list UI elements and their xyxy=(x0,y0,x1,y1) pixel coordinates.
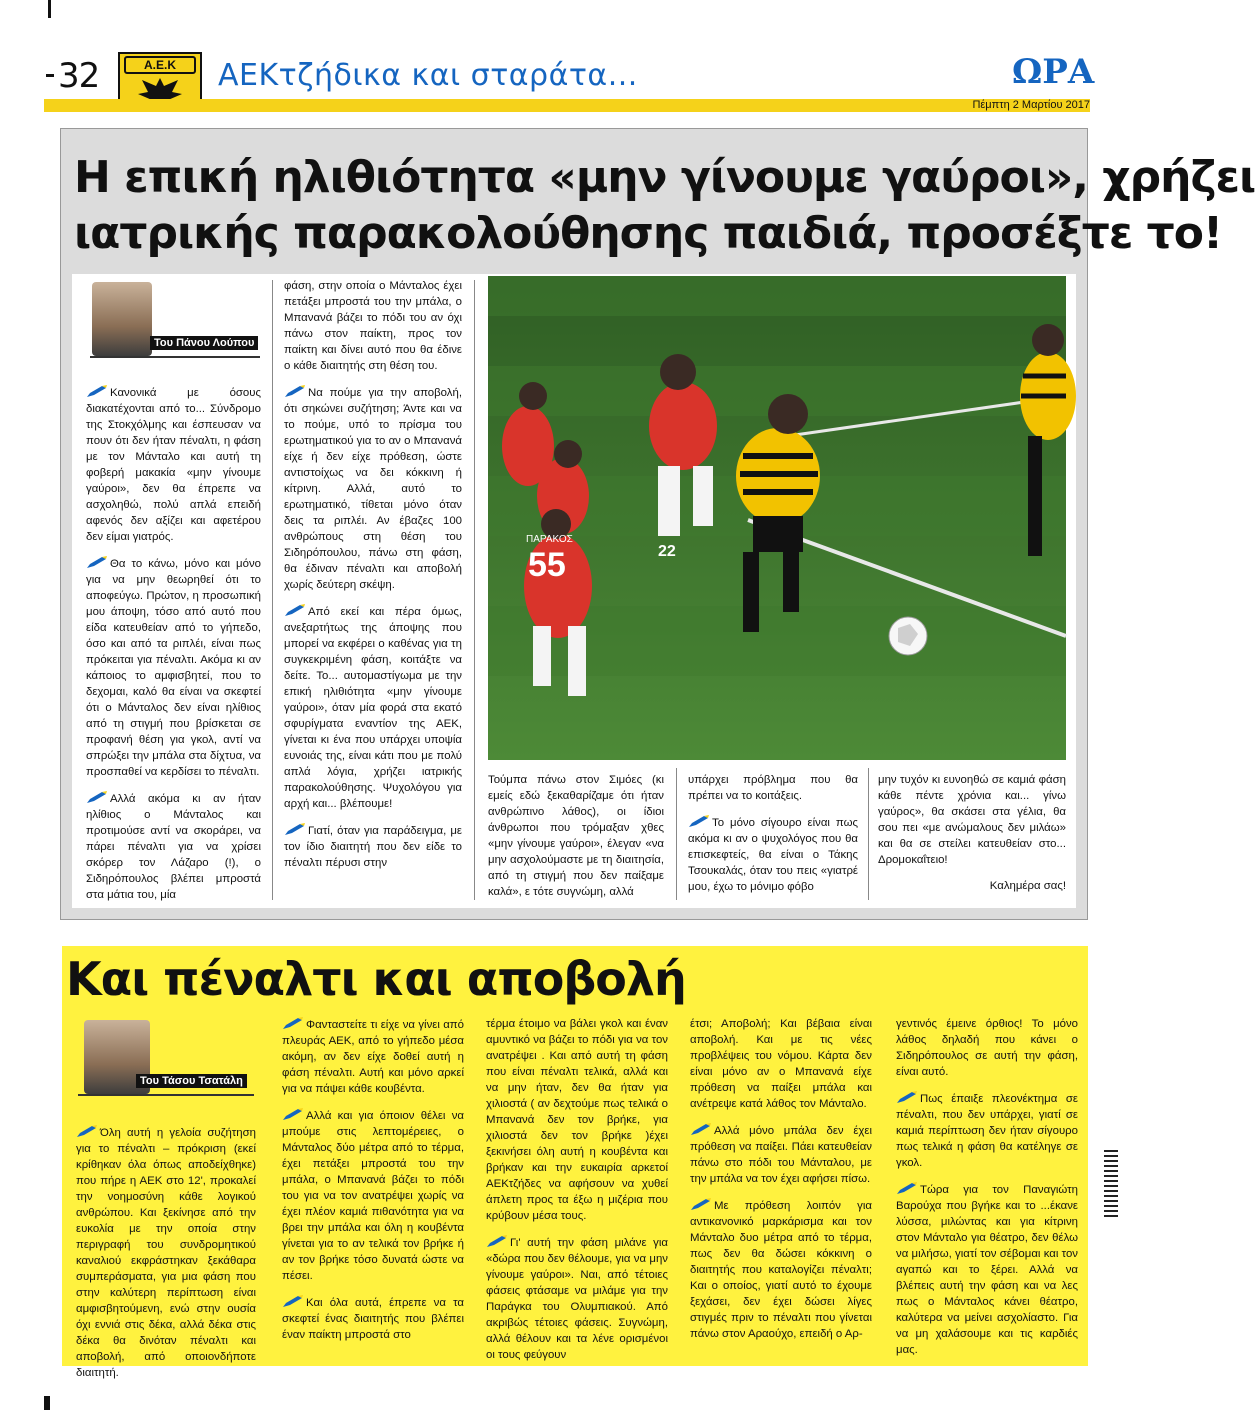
section-title: ΑΕΚτζήδικα και σταράτα... xyxy=(218,58,638,93)
paragraph xyxy=(688,772,858,804)
column-divider xyxy=(676,768,677,900)
bottom-left-mark xyxy=(44,1396,50,1410)
top-col-1 xyxy=(86,384,261,913)
paragraph-text: τέρμα έτοιμο να βάλει γκολ και έναν αμυντικό να βάζει το πόδι για να τον ανατρέψει . Και από αυτή τη φάση που είναι πέναλτι τελικά, αλλά και να μην ήταν, δεν θα ήταν για χιλιοστά ( αν δεχτούμε πως τελικά ο Μπανανά δεν τον βρήκε, για χιλιοστά δεν τον βρήκε )έχει ξεκινήσει όλη αυτή η κουβέντα και βρήκαν και την ευκαιρία αρκετοί ΑΕΚτζήδες να αφήσουν να χυθεί άπλετη προς τα έξω η μιζέρια που κρύβουν μέσα τους. xyxy=(486,1018,668,1222)
bottom-col-5 xyxy=(896,1016,1078,1368)
signoff xyxy=(878,878,1066,894)
signoff-text: Καλημέρα σας! xyxy=(989,880,1066,892)
paragraph-text: Φανταστείτε τι είχε να γίνει από πλευράς ΑΕΚ, από το γήπεδο μέσα ακόμη, αν δεν είχε δοθεί αυτή η φάση πέναλτι. Αυτή και μόνο αρκεί για να πάψει κάθε κουβέντα. xyxy=(282,1019,464,1095)
football-scene xyxy=(488,276,1066,760)
pen-icon xyxy=(896,1090,918,1104)
pen-icon xyxy=(284,822,306,836)
top-col-2 xyxy=(284,278,462,881)
paragraph xyxy=(896,1181,1078,1358)
paragraph-text: Πως έπαιξε πλεονέκτημα σε πέναλτι, που δεν υπάρχει, γιατί σε καμιά περίπτωση δεν ήταν σίγουρο πως τελικά η φάση θα κατέληγε σε γκολ. xyxy=(896,1093,1078,1169)
column-divider xyxy=(868,768,869,900)
paragraph xyxy=(86,555,261,780)
paragraph xyxy=(282,1294,464,1343)
pen-icon xyxy=(690,1122,712,1136)
author-byline: Του Πάνου Λούπου xyxy=(150,336,258,350)
paragraph xyxy=(896,1016,1078,1080)
top-col-3 xyxy=(488,772,664,900)
home-player-name: ΠΑΡΑΚΟΣ xyxy=(526,534,573,545)
logo-text: Α.Ε.Κ xyxy=(124,56,196,74)
paragraph xyxy=(896,1090,1078,1171)
paragraph xyxy=(486,1016,668,1224)
bottom-col-1 xyxy=(76,1124,256,1391)
bottom-col-3 xyxy=(486,1016,668,1373)
paragraph xyxy=(690,1016,872,1112)
bottom-col-2 xyxy=(282,1016,464,1353)
paragraph-text: Με πρόθεση λοιπόν για αντικανονικό μαρκάρισμα και τον Μάνταλο δυο μέτρα από το τέρμα, πως δεν θα δώσει κόκκινη ο διαιτητής που καταλογίζει πέναλτι; Και ο οποίος, γιατί αυτό το έχουμε ξεχάσει, δεν έχει δώσει λίγες στιγμές πριν το πέναλτι που γίνεται πάνω στον Αραούχο, επειδή ο Αρ- xyxy=(690,1200,872,1340)
paragraph xyxy=(284,278,462,374)
paragraph-text: Τούμπα πάνω στον Σιμόες (κι εμείς εδώ ξεκαθαρίζαμε ότι ήταν ανθρώπινο λάθος), οι ίδιοι άνθρωποι που τρόμαξαν χθες «μην γίνουμε γαύροι», έλεγαν «να μην ασχολούμαστε με τη διαιτησία, από τη στιγμή που δεν παίξαμε καλά», ε τότε συγνώμη, αλλά xyxy=(488,774,664,898)
pen-icon xyxy=(284,603,306,617)
home-shirt-number: 55 xyxy=(528,546,566,584)
bottom-col-4 xyxy=(690,1016,872,1352)
paragraph xyxy=(76,1124,256,1381)
paragraph-text: μην τυχόν κι ευνοηθώ σε καμιά φάση κάθε πέντε χρόνια και... γίνω γαύρος», θα σκάσει στα γέλια, θα σου πει «με ανώμαλους δεν μιλάω» και θα σε στείλει κατευθείαν στο... Δρομοκαΐτειο! xyxy=(878,774,1066,866)
paragraph xyxy=(690,1122,872,1187)
pen-icon xyxy=(86,790,108,804)
match-photo xyxy=(488,276,1066,760)
paragraph-text: φάση, στην οποία ο Μάνταλος έχει πετάξει μπροστά του την μπάλα, ο Μπανανά βάζει το πόδι του αν όχι πάνω στον παίκτη, προς τον παίκτη και δίνει αυτό που θα έδινε ο κάθε διαιτητής στη θέση του. xyxy=(284,280,462,372)
paragraph-text: Κανονικά με όσους διακατέχονται από το... Σύνδρομο της Στοκχόλμης και έσπευσαν να πουν ότι δεν ήταν πέναλτι, η φάση με τον Μάνταλο και αυτή τη φοβερή μακακία «μην γίνουμε γαύροι», δεν θα έπρεπε να ασχοληθώ, πολύ απλά επειδή αφενός δεν αξίζει και αφετέρου δεν είμαι γιατρός. xyxy=(86,387,261,543)
paragraph-text: Αλλά και για όποιον θέλει να μπούμε στις λεπτομέρειες, ο Μάνταλος δύο μέτρα από το τέρμα, έχει πετάξει μπροστά του την μπάλα, ο Μπανανά βάζει το πόδι του για να τον ανατρέψει χωρίς να έχει πλέον καμιά πιθανότητα για να βρει την μπάλα και όλη η κουβέντα γίνεται για το αν τελικά τον βρήκε ή αν τον βρήκε τόσο δυνατά ώστε να πέσει. xyxy=(282,1110,464,1282)
paragraph xyxy=(284,822,462,871)
paragraph xyxy=(690,1197,872,1342)
home-shirt-number-2: 22 xyxy=(658,543,676,560)
paragraph-text: Γι' αυτή την φάση μιλάνε για «δώρα που δεν θέλουμε, για να μην γίνουμε γαύροι». Ναι, από τέτοιες φάσεις φτάσαμε να μιλάμε για την Παράγκα του Ολυμπιακού. Από ακριβώς τέτοιες φάσεις. Συγνώμη, αλλά θέλουν και τα λένε ορισμένοι οι τους φεύγουν xyxy=(486,1237,668,1361)
paragraph xyxy=(284,384,462,593)
paragraph xyxy=(688,814,858,895)
author-byline: Του Τάσου Τσατάλη xyxy=(136,1074,247,1088)
paragraph-text: Όλη αυτή η γελοία συζήτηση για το πέναλτι – πρόκριση (εκεί κρίθηκαν όλα όπως αποδείχθηκε) που πήρε η ΑΕΚ στο 12', προκαλεί την νοημοσύνη κάθε λογικού ανθρώπου. Και ξεκίνησε από την ευκολία με την οποία στην περιγραφή του συνδρομητικού καναλιού εκφράστηκαν ξεκάθαρα συμπεράσματα, για μια φάση που στην καλύτερη περίπτωση είναι αμφισβητούμενη, ενώ στην ουσία όχι εννιά στις δέκα, αλλά δέκα στις δέκα θα δινόταν πέναλτι και αποβολή, από οποιονδήποτε διαιτητή. xyxy=(76,1127,256,1379)
byline-rule xyxy=(90,356,260,358)
paragraph-text: υπάρχει πρόβλημα που θα πρέπει να το κοιτάξεις. xyxy=(688,774,858,802)
paragraph-text: Το μόνο σίγουρο είναι πως ακόμα κι αν ο ψυχολόγος που θα επισκεφτείς, θα είναι ο Τάκης Τσουκαλάς, όταν του πεις «γιατρέ μου, έχω το μόνιμο φόβο xyxy=(688,817,858,893)
paper-name: ΩΡΑ xyxy=(1012,52,1095,92)
top-left-mark xyxy=(48,0,51,18)
paragraph-text: Θα το κάνω, μόνο και μόνο για να μην θεωρηθεί ότι το αποφεύγω. Πρώτον, η προσωπική μου άποψη, τόσο από αυτό που είδα κατευθείαν από το γήπεδο, όσο και από τα ριπλέι, είναι πως πρόκειται για πέναλτι. Ακόμα κι αν κάποιος το αμφισβητεί, που το δεχομαι, καλό θα είναι να σκεφτεί ότι ο Μάνταλος δεν είναι ηλίθιος από τη στιγμή που βρίσκεται σε προφανή θέση για γκολ, αντί να σπρώξει την μπάλα στα δίχτυα, να προσπαθεί να κερδίσει το πέναλτι. xyxy=(86,558,261,778)
paragraph xyxy=(878,772,1066,868)
pen-icon xyxy=(486,1234,508,1248)
paragraph-text: Να πούμε για την αποβολή, ότι σηκώνει συζήτηση; Άντε και να το πούμε, υπό το πρίσμα του ερωτηματικού για το αν ο Μπανανά είχε ή δεν είχε πρόθεση, ώστε αντιστοίχως να δει κόκκινη ή κίτρινη. Αλλά, αυτό το ερωτηματικό, τίθεται μόνο όταν δεις τα ριπλέι. Αν έβαζες 100 ανθρώπους στη θέση του Σιδηρόπουλου, πάνω στη φάση, θα έδιναν πέναλτι και αποβολή χωρίς δεύτερη σκέψη. xyxy=(284,387,462,591)
top-col-4 xyxy=(688,772,858,895)
column-divider xyxy=(474,280,475,900)
top-article-headline xyxy=(74,150,1255,262)
page-number: 32 xyxy=(58,56,100,96)
top-col-5 xyxy=(878,772,1066,894)
paragraph-text: έτσι; Αποβολή; Και βέβαια είναι αποβολή. Και με τις νέες προβλέψεις του νόμου. Κάρτα δεν είναι μόνο αν ο Μπανανά είχε πρόθεση να παίξει μπάλα και ανέτρεψε κατά λάθος τον Μάνταλο. xyxy=(690,1018,872,1110)
paragraph xyxy=(282,1107,464,1284)
pen-icon xyxy=(690,1197,712,1211)
headline-line-2: ιατρικής παρακολούθησης παιδιά, προσέξτε το! xyxy=(74,208,1223,259)
pen-icon xyxy=(282,1107,304,1121)
paragraph-text: Τώρα για τον Παναγιώτη Βαρούχα που βγήκε και το ...έκανε λύσσα, μιλώντας και για κίτρινη στον Μάνταλο για θέατρο, δεν θέλω να μιλήσω, γιατί τον σέβομαι και τον αγαπώ και το ξέρει. Αλλά να βλέπεις αυτή την φάση και να λες πως ο Μάνταλος κάνει θέατρο, καλύτερα να μείνει ασχολίαστο. Για να μη χαλάσουμε και τις καρδιές μας. xyxy=(896,1184,1078,1356)
pen-icon xyxy=(688,814,710,828)
paragraph-text: γεντινός έμεινε όρθιος! Το μόνο λάθος δηλαδή που κάνει ο Σιδηρόπουλος σε αυτή την φάση, είναι αυτό. xyxy=(896,1018,1078,1078)
paragraph-text: Από εκεί και πέρα όμως, ανεξαρτήτως της άποψης που μπορεί να εκφέρει ο καθένας για τη συγκεκριμένη φάση, κοιτάξτε να δείτε. Το... αυτομαστίγωμα με την επική ηλιθιότητα «μην γίνουμε γαύροι», όταν μία φορά στα εκατό σφυρίγματα εναντίον της ΑΕΚ, γίνεται κι ένα που υπάρχει υποψία ευνοιάς της, είναι κάτι που με πολύ απλά λόγια, χρήζει ιατρικής παρακολούθησης. Ψυχολόγου για αρχή και... βλέπουμε! xyxy=(284,606,462,810)
paragraph xyxy=(86,790,261,903)
pen-icon xyxy=(86,555,108,569)
pen-icon xyxy=(282,1016,304,1030)
pen-icon xyxy=(86,384,108,398)
paragraph-text: Και όλα αυτά, έπρεπε να τα σκεφτεί ένας διαιτητής που βλέπει έναν παίκτη μπροστά στο xyxy=(282,1297,464,1341)
paragraph-text: Αλλά μόνο μπάλα δεν έχει πρόθεση να παίξει. Πάει κατευθείαν πάνω στο πόδι του Μάνταλου, με την μπάλα να τον έχει αφήσει πίσω. xyxy=(690,1125,872,1185)
bottom-article-headline: Και πέναλτι και αποβολή xyxy=(66,952,686,1006)
pen-icon xyxy=(284,384,306,398)
paragraph xyxy=(282,1016,464,1097)
byline-rule xyxy=(78,1094,254,1096)
date-bar xyxy=(44,99,1090,112)
paragraph xyxy=(486,1234,668,1363)
pen-icon xyxy=(282,1294,304,1308)
paragraph-text: Αλλά ακόμα κι αν ήταν ηλίθιος ο Μάνταλος και προτιμούσε αντί να σκοράρει, να πάρει πέναλτι για να χρίσει σκόρερ τον Λάζαρο (!), ο Σιδηρόπουλος βλέπει μπροστά στα μάτια του, μία xyxy=(86,793,261,901)
pen-icon xyxy=(76,1124,98,1138)
page-dash xyxy=(46,74,54,77)
issue-date: Πέμπτη 2 Μαρτίου 2017 xyxy=(972,99,1090,111)
author-photo-loupos xyxy=(92,282,152,356)
scan-edge-marks xyxy=(1104,1150,1118,1220)
paragraph xyxy=(86,384,261,545)
headline-line-1: Η επική ηλιθιότητα «μην γίνουμε γαύροι», χρήζει xyxy=(74,152,1255,203)
paragraph-text: Γιατί, όταν για παράδειγμα, με τον ίδιο διαιτητή που δεν είδε το πέναλτι πέρυσι στην xyxy=(284,825,462,869)
pen-icon xyxy=(896,1181,918,1195)
column-divider xyxy=(272,280,273,900)
paragraph xyxy=(284,603,462,812)
